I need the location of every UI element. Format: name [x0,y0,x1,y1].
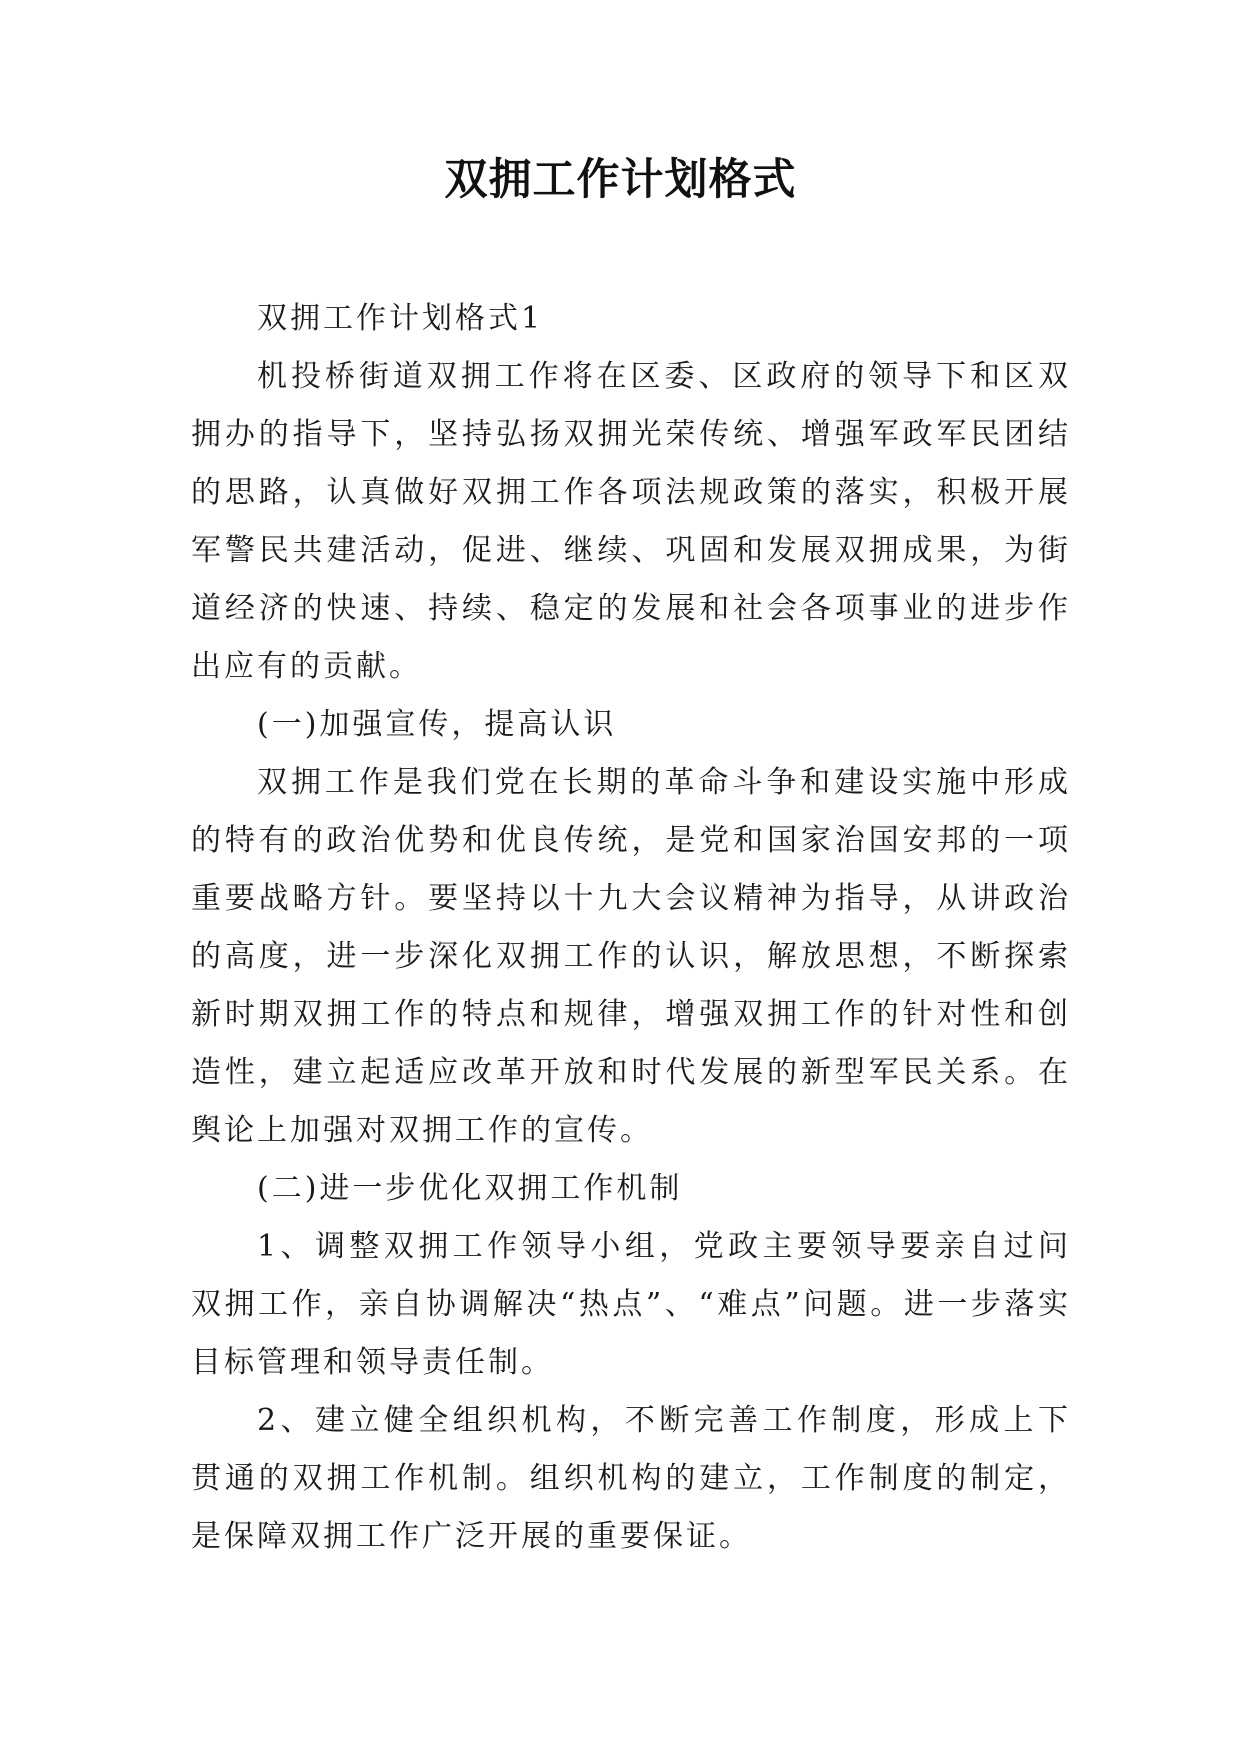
body-paragraph: 2、建立健全组织机构，不断完善工作制度，形成上下贯通的双拥工作机制。组织机构的建立，工作制度的制定，是保障双拥工作广泛开展的重要保证。 [191,1403,1071,1554]
section-heading: (二)进一步优化双拥工作机制 [257,1171,683,1206]
body-paragraph: 机投桥街道双拥工作将在区委、区政府的领导下和区双拥办的指导下，坚持弘扬双拥光荣传统、增强军政军民团结的思路，认真做好双拥工作各项法规政策的落实，积极开展军警民共建活动，促进、继续、巩固和发展双拥成果，为街道经济的快速、持续、稳定的发展和社会各项事业的进步作出应有的贡献。 [191,359,1071,684]
document-title: 双拥工作计划格式 [444,155,797,205]
section-heading: (一)加强宣传，提高认识 [257,707,617,742]
section-heading: 双拥工作计划格式1 [257,301,544,336]
body-paragraph: 双拥工作是我们党在长期的革命斗争和建设实施中形成的特有的政治优势和优良传统，是党和国家治国安邦的一项重要战略方针。要坚持以十九大会议精神为指导，从讲政治的高度，进一步深化双拥工作的认识，解放思想，不断探索新时期双拥工作的特点和规律，增强双拥工作的针对性和创造性，建立起适应改革开放和时代发展的新型军民关系。在舆论上加强对双拥工作的宣传。 [191,765,1071,1148]
document-body [191,290,1071,1566]
body-paragraph: 1、调整双拥工作领导小组，党政主要领导要亲自过问双拥工作，亲自协调解决“热点”、“难点”问题。进一步落实目标管理和领导责任制。 [191,1229,1071,1380]
